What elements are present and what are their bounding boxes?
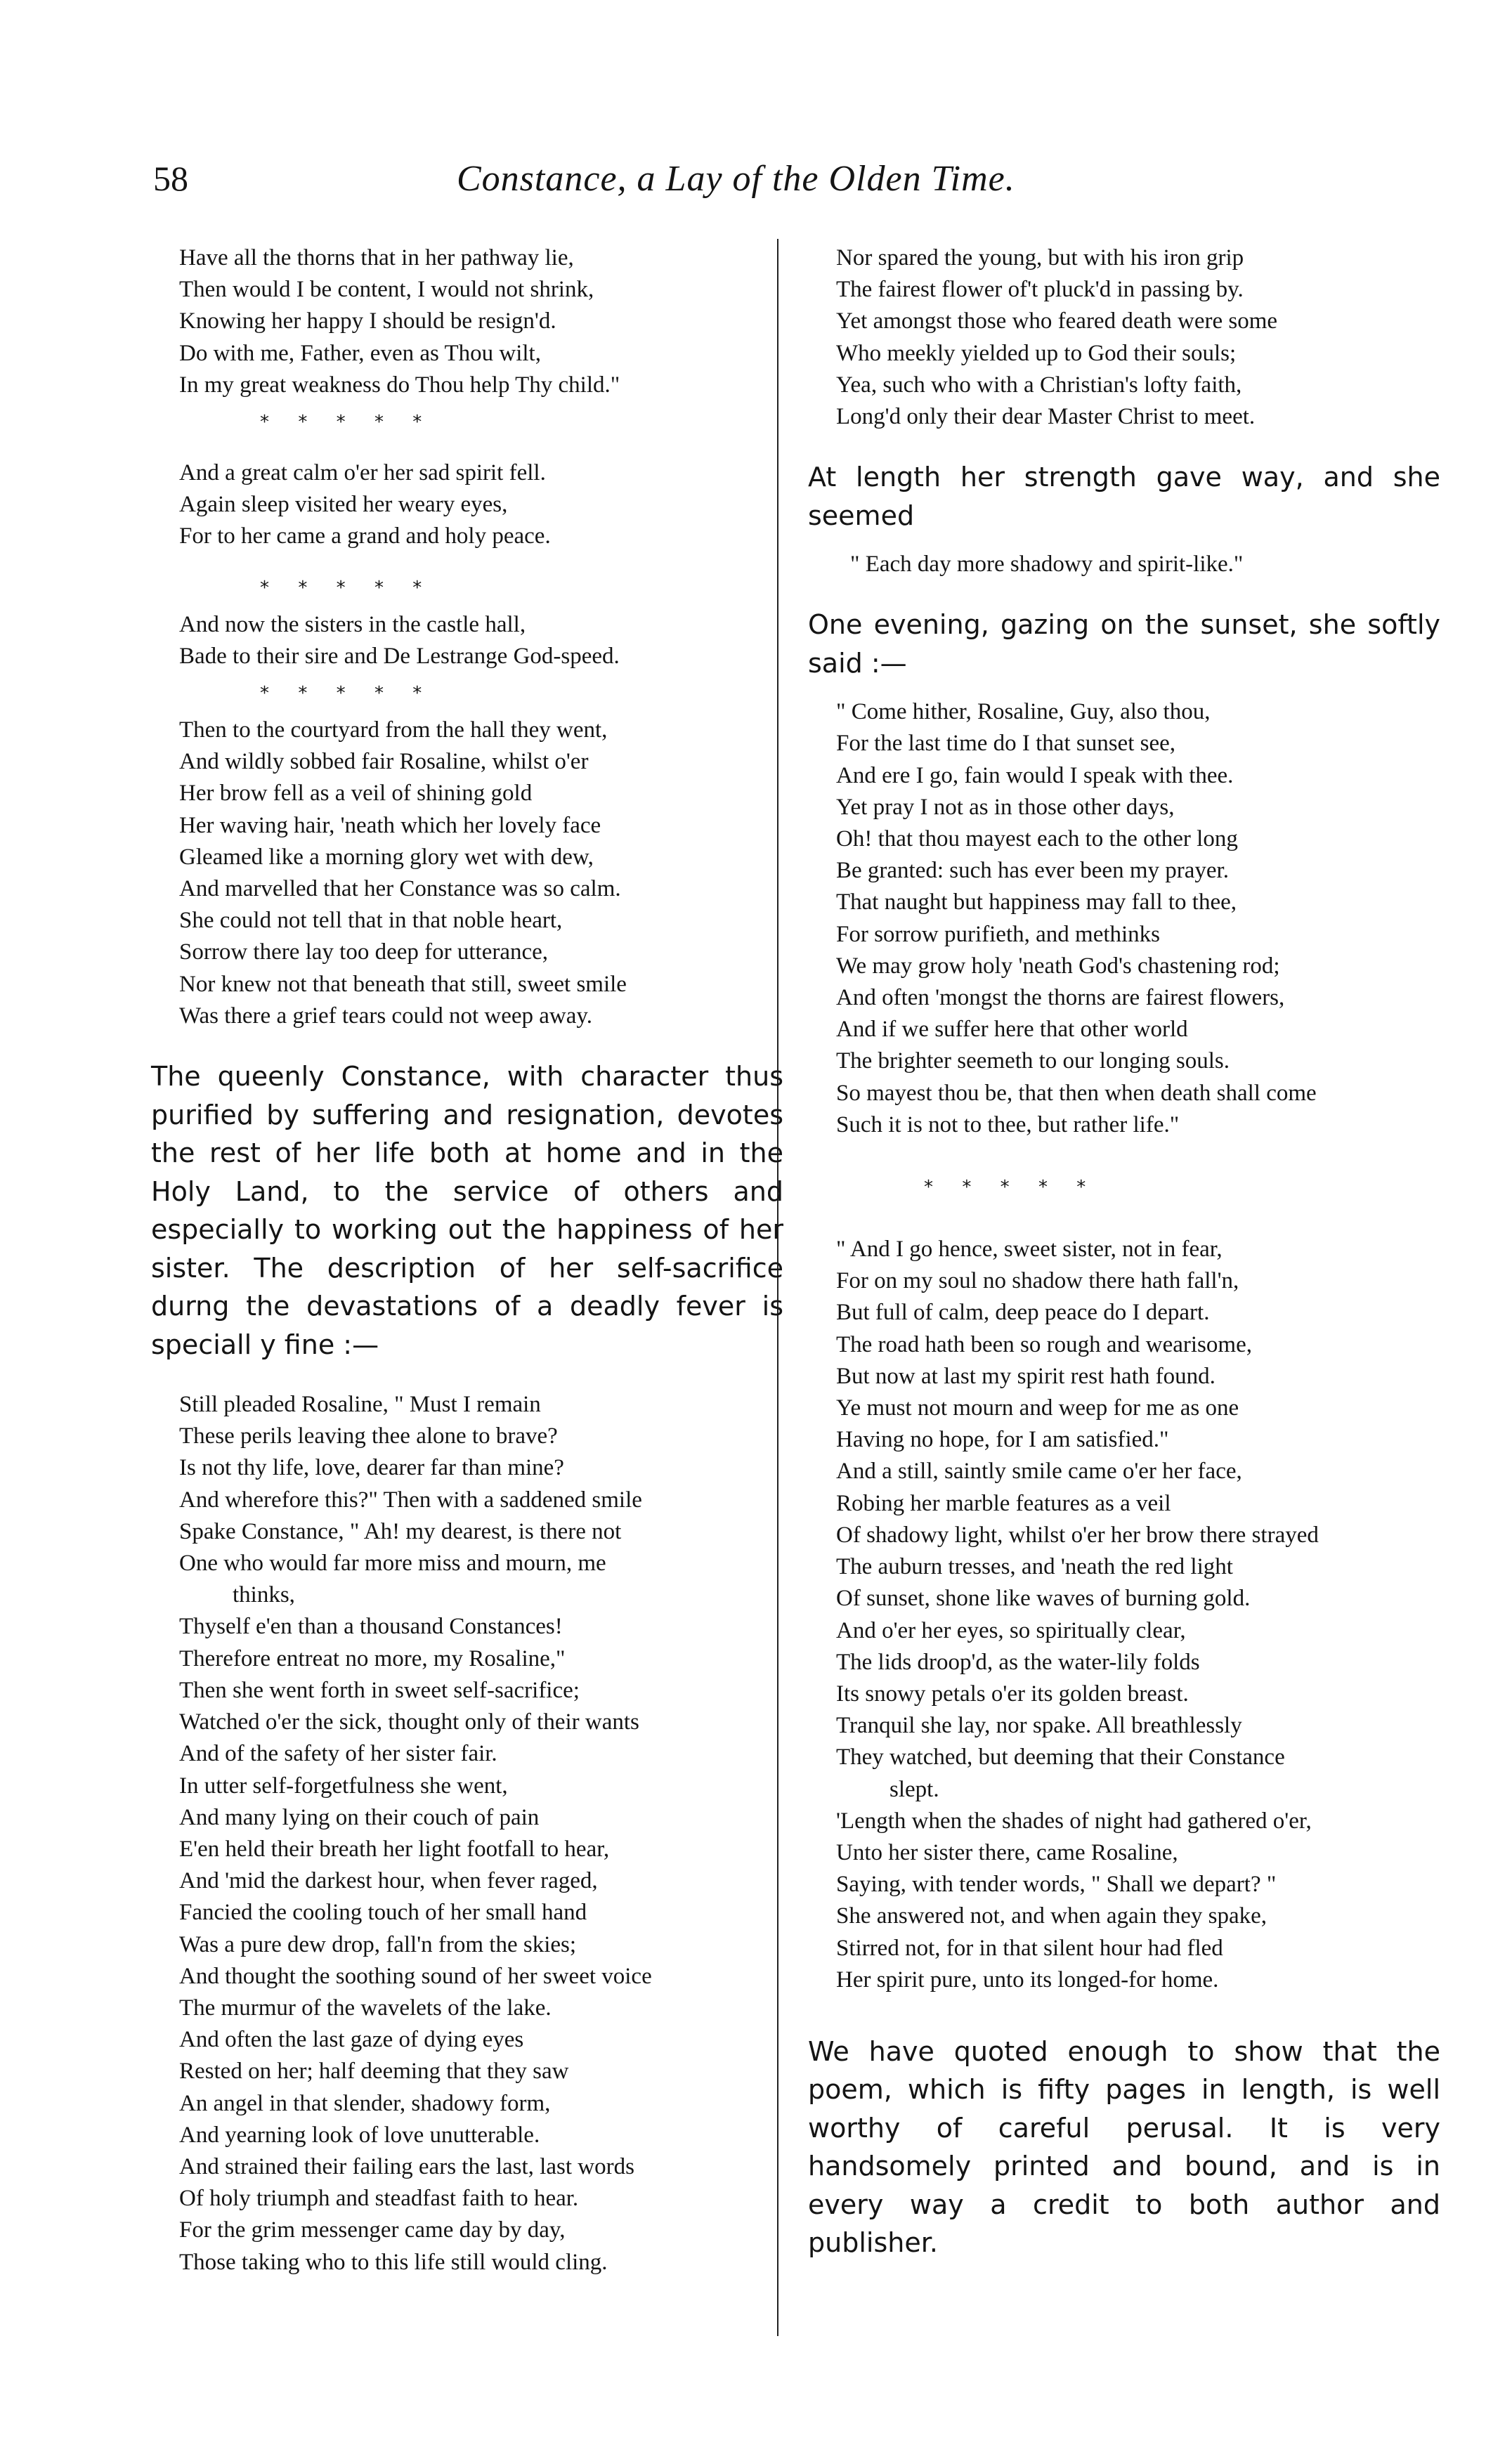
commentary-paragraph: The queenly Constance, with character thus purified by suffering and resignation, devotes the rest of her life both at home and in the Holy Land, to the service of others and especially to working out the happiness of her sister. The description of her self-sacrifice durng the devastations of a deadly fever is speciall y fine :— xyxy=(151,1061,783,1360)
verse-line: They watched, but deeming that their Constance xyxy=(836,1745,1285,1770)
verse-block xyxy=(808,242,1440,433)
verse-line: " And I go hence, sweet sister, not in fear, xyxy=(836,1237,1223,1263)
verse-line: Sorrow there lay too deep for utterance, xyxy=(179,939,549,965)
verse-line: The murmur of the wavelets of the lake. xyxy=(179,1995,552,2021)
verse-line: The auburn tresses, and 'neath the red light xyxy=(836,1554,1233,1580)
verse-line: Oh! that thou mayest each to the other long xyxy=(836,826,1238,852)
verse-block xyxy=(808,696,1440,1141)
section-break: * * * * * xyxy=(260,577,422,599)
verse-line: Again sleep visited her weary eyes, xyxy=(179,492,508,518)
verse-line: And thought the soothing sound of her sweet voice xyxy=(179,1963,652,1989)
verse-line: And strained their failing ears the last, last words xyxy=(179,2153,634,2179)
verse-line: Such it is not to thee, but rather life." xyxy=(836,1111,1180,1137)
verse-line: Her brow fell as a veil of shining gold xyxy=(179,781,533,807)
verse-line: The fairest flower of't pluck'd in passing by. xyxy=(836,277,1244,303)
verse-block xyxy=(151,715,783,1032)
verse-line: That naught but happiness may fall to thee, xyxy=(836,889,1237,915)
verse-line: Of holy triumph and steadfast faith to hear. xyxy=(179,2186,579,2212)
verse-line: Her waving hair, 'neath which her lovely face xyxy=(179,812,601,838)
verse-line: She answered not, and when again they spake, xyxy=(836,1903,1267,1929)
verse-block xyxy=(151,609,783,672)
verse-line: One who would far more miss and mourn, me xyxy=(179,1551,606,1577)
verse-line: Rested on her; half deeming that they saw xyxy=(179,2059,569,2085)
verse-line: And if we suffer here that other world xyxy=(836,1017,1188,1043)
verse-line: And 'mid the darkest hour, when fever raged, xyxy=(179,1868,598,1894)
verse-block xyxy=(151,242,783,401)
verse-line: Its snowy petals o'er its golden breast. xyxy=(836,1681,1189,1707)
verse-line: The brighter seemeth to our longing souls. xyxy=(836,1048,1230,1074)
verse-line: Robing her marble features as a veil xyxy=(836,1490,1171,1516)
verse-line: So mayest thou be, that then when death shall come xyxy=(836,1080,1317,1106)
verse-line: The road hath been so rough and wearisome, xyxy=(836,1331,1252,1357)
verse-block xyxy=(808,1234,1440,1996)
running-title: Constance, a Lay of the Olden Time. xyxy=(457,159,1015,199)
verse-line: But now at last my spirit rest hath found. xyxy=(836,1363,1216,1389)
verse-line: For the grim messenger came day by day, xyxy=(179,2217,566,2243)
verse-line: And wildly sobbed fair Rosaline, whilst o'er xyxy=(179,749,589,775)
verse-line: And now the sisters in the castle hall, xyxy=(179,611,526,637)
verse-line: Yet pray I not as in those other days, xyxy=(836,794,1175,820)
commentary-paragraph: At length her strength gave way, and she seemed xyxy=(808,462,1440,531)
verse-line: thinks, xyxy=(233,1582,295,1608)
verse-line: Having no hope, for I am satisfied." xyxy=(836,1427,1169,1453)
verse-line: In utter self-forgetfulness she went, xyxy=(179,1773,508,1799)
verse-line: And a great calm o'er her sad spirit fell. xyxy=(179,460,546,486)
verse-block xyxy=(151,1389,783,2278)
verse-line: Was there a grief tears could not weep away. xyxy=(179,1003,593,1029)
verse-line: slept. xyxy=(889,1776,939,1802)
verse-line: Knowing her happy I should be resign'd. xyxy=(179,308,556,334)
verse-line: For to her came a grand and holy peace. xyxy=(179,523,551,549)
verse-line: Those taking who to this life still would cling. xyxy=(179,2249,608,2275)
verse-line: Is not thy life, love, dearer far than mine? xyxy=(179,1455,564,1481)
section-break: * * * * * xyxy=(260,683,422,705)
quoted-line: " Each day more shadowy and spirit-like." xyxy=(850,552,1244,578)
verse-line: Yea, such who with a Christian's lofty faith, xyxy=(836,372,1242,398)
verse-line: Then to the courtyard from the hall they went, xyxy=(179,717,608,743)
verse-line: And wherefore this?" Then with a saddened smile xyxy=(179,1487,642,1513)
left-column xyxy=(151,242,783,2278)
verse-line: Was a pure dew drop, fall'n from the skies; xyxy=(179,1931,577,1957)
verse-line: Do with me, Father, even as Thou wilt, xyxy=(179,340,541,366)
verse-line: Of shadowy light, whilst o'er her brow there strayed xyxy=(836,1522,1319,1548)
verse-line: And often the last gaze of dying eyes xyxy=(179,2027,524,2053)
verse-line: " Come hither, Rosaline, Guy, also thou, xyxy=(836,699,1211,725)
closing-paragraph: We have quoted enough to show that the poem, which is fifty pages in length, is well worthy of careful perusal. It is very handsomely printed and bound, and is in every way a credit to both author and publisher. xyxy=(808,2035,1440,2259)
verse-block xyxy=(151,457,783,553)
verse-line: Have all the thorns that in her pathway lie, xyxy=(179,245,574,270)
verse-line: Stirred not, for in that silent hour had fled xyxy=(836,1935,1223,1961)
verse-line: Fancied the cooling touch of her small hand xyxy=(179,1900,587,1926)
verse-line: An angel in that slender, shadowy form, xyxy=(179,2090,551,2116)
verse-line: For the last time do I that sunset see, xyxy=(836,731,1175,757)
verse-line: And ere I go, fain would I speak with thee. xyxy=(836,762,1234,788)
verse-line: Still pleaded Rosaline, " Must I remain xyxy=(179,1392,541,1418)
verse-line: Saying, with tender words, " Shall we depart? " xyxy=(836,1872,1277,1898)
verse-line: And marvelled that her Constance was so calm. xyxy=(179,876,621,902)
page-number: 58 xyxy=(153,159,188,198)
section-break: * * * * * xyxy=(924,1177,1086,1199)
verse-line: Watched o'er the sick, thought only of their wants xyxy=(179,1709,639,1735)
verse-line: Be granted: such has ever been my prayer. xyxy=(836,858,1229,884)
verse-line: For sorrow purifieth, and methinks xyxy=(836,921,1161,947)
verse-line: And of the safety of her sister fair. xyxy=(179,1741,497,1767)
verse-line: These perils leaving thee alone to brave? xyxy=(179,1423,558,1449)
verse-line: Ye must not mourn and weep for me as one xyxy=(836,1395,1239,1421)
page-header xyxy=(0,158,1512,221)
verse-line: For on my soul no shadow there hath fall'n, xyxy=(836,1268,1239,1294)
verse-line: Nor knew not that beneath that still, sweet smile xyxy=(179,971,627,997)
commentary-paragraph: One evening, gazing on the sunset, she softly said :— xyxy=(808,609,1440,679)
verse-line: But full of calm, deep peace do I depart. xyxy=(836,1300,1210,1326)
verse-line: In my great weakness do Thou help Thy child." xyxy=(179,372,620,398)
verse-line: E'en held their breath her light footfall to hear, xyxy=(179,1836,610,1862)
verse-line: Then she went forth in sweet self-sacrifice; xyxy=(179,1677,580,1703)
verse-line: Bade to their sire and De Lestrange God-speed. xyxy=(179,643,620,669)
verse-line: Tranquil she lay, nor spake. All breathlessly xyxy=(836,1713,1242,1739)
verse-line: Spake Constance, " Ah! my dearest, is there not xyxy=(179,1518,622,1544)
verse-line: And many lying on their couch of pain xyxy=(179,1804,540,1830)
verse-line: And often 'mongst the thorns are fairest flowers, xyxy=(836,985,1285,1011)
verse-line: We may grow holy 'neath God's chastening rod; xyxy=(836,953,1280,979)
verse-line: Yet amongst those who feared death were some xyxy=(836,308,1278,334)
verse-line: And a still, saintly smile came o'er her face, xyxy=(836,1459,1242,1485)
verse-line: 'Length when the shades of night had gathered o'er, xyxy=(836,1808,1312,1834)
verse-line: Of sunset, shone like waves of burning gold. xyxy=(836,1586,1251,1612)
section-break: * * * * * xyxy=(260,412,422,433)
verse-line: She could not tell that in that noble heart, xyxy=(179,908,563,934)
verse-line: And yearning look of love unutterable. xyxy=(179,2122,540,2148)
verse-line: Long'd only their dear Master Christ to meet. xyxy=(836,404,1256,430)
right-column xyxy=(808,242,1440,2262)
verse-line: The lids droop'd, as the water-lily folds xyxy=(836,1649,1200,1675)
verse-line: Who meekly yielded up to God their souls; xyxy=(836,340,1237,366)
verse-line: Nor spared the young, but with his iron grip xyxy=(836,245,1244,270)
verse-line: Thyself e'en than a thousand Constances! xyxy=(179,1614,563,1640)
verse-line: Her spirit pure, unto its longed-for home. xyxy=(836,1967,1219,1993)
verse-line: Therefore entreat no more, my Rosaline," xyxy=(179,1645,566,1671)
verse-line: And o'er her eyes, so spiritually clear, xyxy=(836,1617,1186,1643)
verse-line: Unto her sister there, came Rosaline, xyxy=(836,1839,1178,1865)
verse-line: Gleamed like a morning glory wet with dew, xyxy=(179,844,594,870)
verse-line: Then would I be content, I would not shrink, xyxy=(179,277,594,303)
